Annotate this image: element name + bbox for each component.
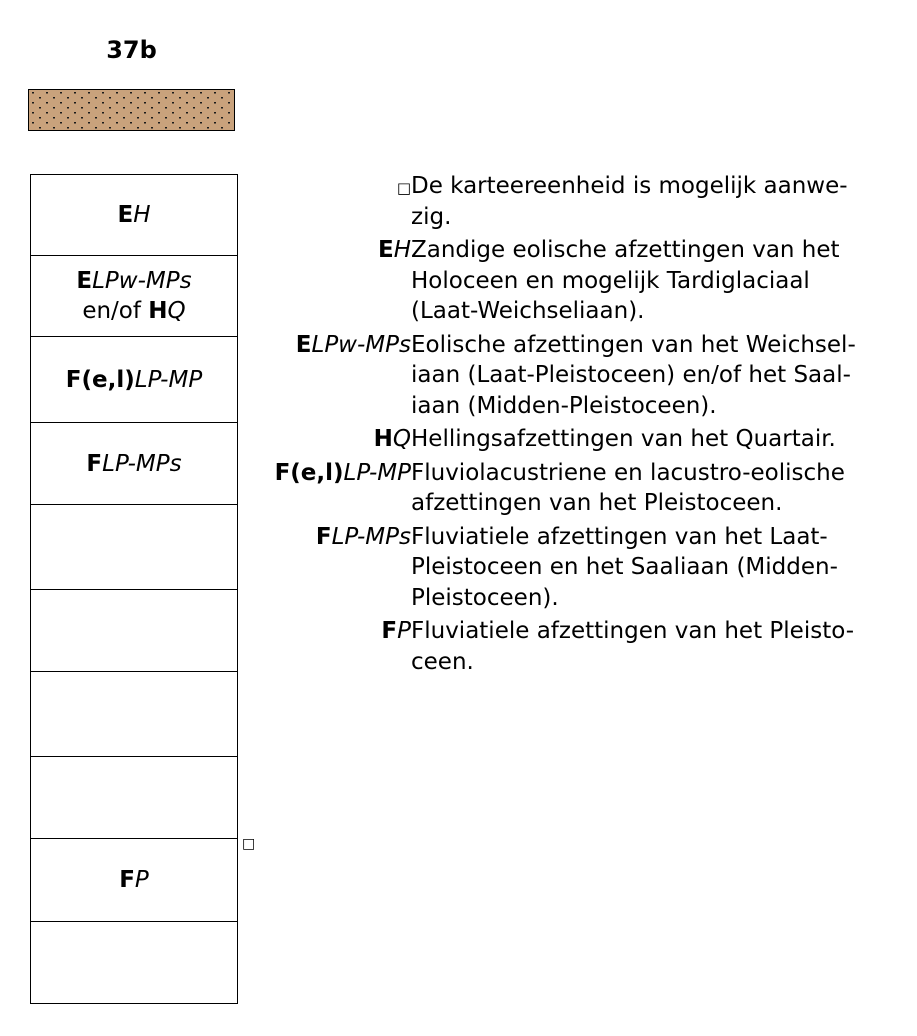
legend-entry — [230, 235, 917, 327]
legend-description: Zandige eolische afzettingen van het Holoceen en mogelijk Tardiglaciaal (Laat-Weichseliaan). — [411, 237, 840, 324]
possible-presence-marker-icon: □ — [242, 836, 256, 852]
column-cell-empty-5 — [30, 921, 238, 1004]
legend-entry — [230, 424, 917, 455]
legend-description: Fluviatiele afzettingen van het Pleisto- ceen. — [411, 618, 855, 675]
legend-entry — [230, 171, 917, 232]
legend-description: Fluviolacustriene en lacustro-eolische afzettingen van het Pleistoceen. — [411, 459, 845, 516]
legend-description: Hellingsafzettingen van het Quartair. — [411, 426, 836, 452]
legend — [230, 171, 917, 680]
column-cell-empty-1 — [30, 504, 238, 590]
legend-description: Eolische afzettingen van het Weichsel- iaan (Laat-Pleistoceen) en/of het Saal- iaan (Midden-Pleistoceen). — [411, 331, 856, 419]
legend-key: FP — [381, 618, 411, 644]
legend-description: Fluviatiele afzettingen van het Laat- Pleistoceen en het Saaliaan (Midden- Pleistoceen). — [411, 523, 838, 611]
column-cell-fel: F(e,l)LP-MP — [30, 336, 238, 423]
column-cell-fp: FP — [30, 838, 238, 922]
column-cell-elpw-hq: ELPw-MPs en/of HQ — [30, 255, 238, 337]
column-cell-flp: FLP-MPs — [30, 422, 238, 505]
legend-entry — [230, 616, 917, 677]
sand-swatch — [28, 89, 235, 131]
column-cell-empty-3 — [30, 671, 238, 757]
legend-key: □ — [396, 179, 411, 197]
legend-entry — [230, 458, 917, 519]
column-cell-empty-2 — [30, 589, 238, 672]
profile-title: 37b — [106, 36, 157, 64]
legend-description: De karteereenheid is mogelijk aanwe- zig. — [411, 173, 848, 230]
legend-key: EH — [377, 237, 411, 263]
legend-key: FLP-MPs — [315, 523, 411, 550]
legend-key: ELPw-MPs — [295, 331, 411, 358]
legend-entry — [230, 330, 917, 422]
sand-pattern-icon — [29, 90, 234, 130]
column-cell-eh: EH — [30, 174, 238, 256]
legend-key: HQ — [373, 426, 411, 452]
column-cell-empty-4 — [30, 756, 238, 839]
legend-entry — [230, 522, 917, 614]
legend-key: F(e,l)LP-MP — [274, 459, 411, 486]
